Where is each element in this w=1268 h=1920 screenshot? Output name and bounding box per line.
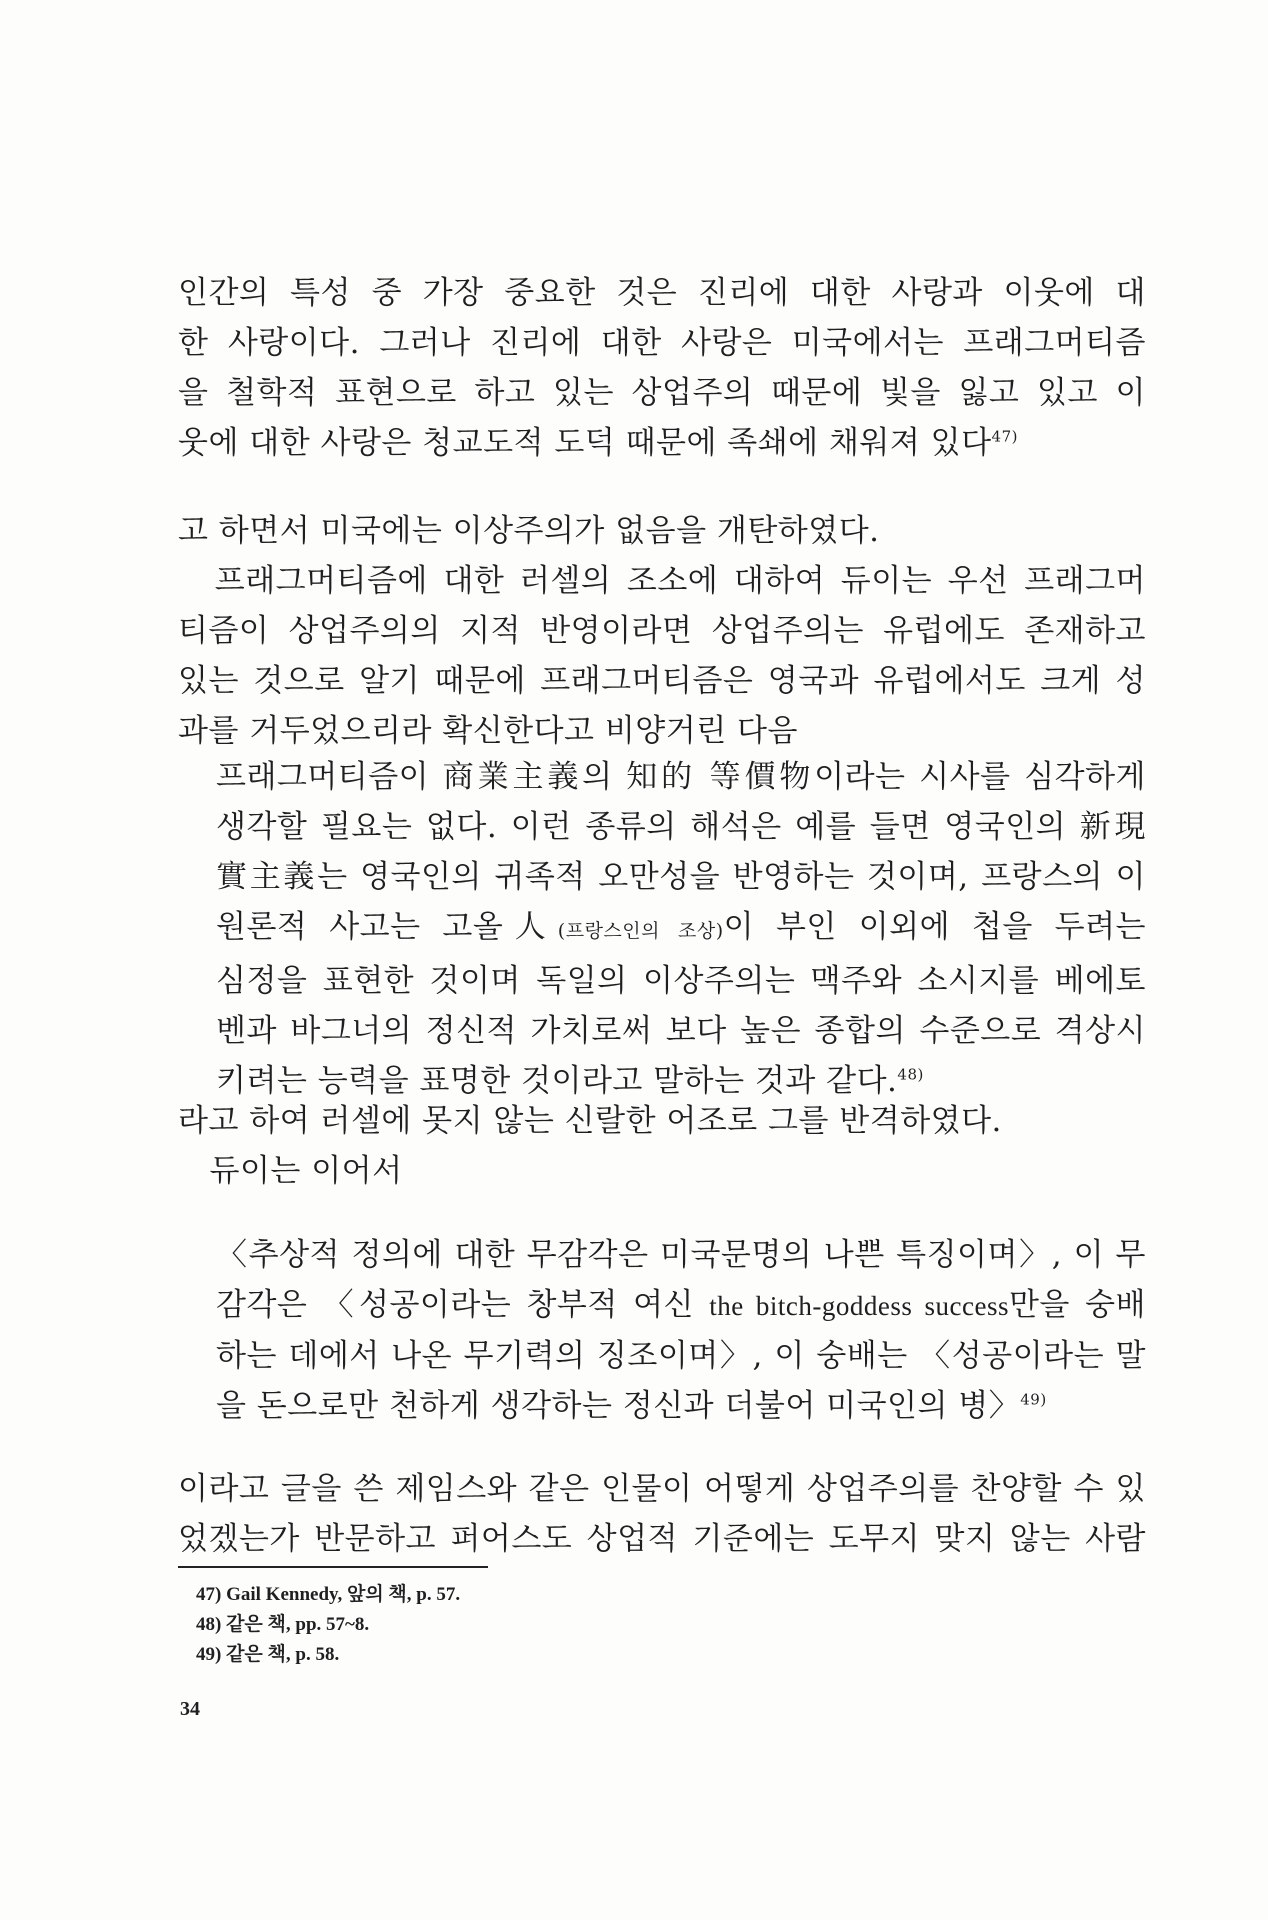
footnote-ref-49: 49) (1020, 1390, 1047, 1409)
text-line: 을 철학적 표현으로 하고 있는 상업주의 때문에 빛을 잃고 있고 이 (178, 375, 1146, 411)
text-line: 티즘이 상업주의의 지적 반영이라면 상업주의는 유럽에도 존재하고 (178, 613, 1146, 649)
footnote-47: 47) Gail Kennedy, 앞의 책, p. 57. (196, 1584, 461, 1605)
text-line: 實主義는 영국인의 귀족적 오만성을 반영하는 것이며, 프랑스의 이 (216, 859, 1146, 895)
body-paragraph-1 (178, 506, 1146, 756)
text-line (178, 418, 1146, 468)
text-line: 과를 거두었으리라 확신한다고 비양거린 다음 (178, 713, 798, 749)
body-paragraph-2 (178, 1096, 1146, 1196)
text-segment: 만을 숭배 (1008, 1287, 1146, 1323)
text-segment: 키려는 능력을 표명한 것이라고 말하는 것과 같다. (216, 1063, 898, 1099)
text-line (216, 1280, 1146, 1331)
text-line: 생각할 필요는 없다. 이런 종류의 해석은 예를 들면 영국인의 新現 (216, 809, 1146, 845)
text-segment-small: (프랑스인의 조상) (557, 920, 724, 942)
text-line: 하는 데에서 나온 무기력의 징조이며〉, 이 숭배는 〈성공이라는 말 (216, 1338, 1146, 1374)
text-line: 프래그머티즘이 商業主義의 知的 等價物이라는 시사를 심각하게 (216, 759, 1146, 795)
text-segment: 을 돈으로만 천하게 생각하는 정신과 더불어 미국인의 병〉 (216, 1388, 1021, 1424)
text-line (216, 1381, 1146, 1431)
footnotes (196, 1580, 460, 1670)
text-segment-latin: the bitch-goddess success (709, 1291, 1009, 1321)
text-line: 한 사랑이다. 그러나 진리에 대한 사랑은 미국에서는 프래그머티즘 (178, 325, 1146, 361)
text-line: 심정을 표현한 것이며 독일의 이상주의는 맥주와 소시지를 베에토 (216, 963, 1146, 999)
block-quote-3 (216, 1230, 1146, 1431)
block-quote-2 (216, 752, 1146, 1106)
text-segment: 감각은 〈성공이라는 창부적 여신 (216, 1287, 710, 1323)
text-line (216, 902, 1146, 956)
text-segment: 웃에 대한 사랑은 청교도적 도덕 때문에 족쇄에 채워져 있다 (178, 425, 992, 461)
text-segment: 이 부인 이외에 첩을 두려는 (723, 909, 1146, 945)
footnote-48: 48) 같은 책, pp. 57~8. (196, 1614, 370, 1635)
footnote-ref-48: 48) (897, 1065, 924, 1084)
footnote-ref-47: 47) (991, 427, 1018, 446)
text-line: 〈추상적 정의에 대한 무감각은 미국문명의 나쁜 특징이며〉, 이 무 (216, 1237, 1146, 1273)
text-line: 었겠는가 반문하고 퍼어스도 상업적 기준에는 도무지 맞지 않는 사람 (178, 1521, 1146, 1557)
page-number: 34 (180, 1698, 200, 1720)
text-segment: 원론적 사고는 고올人 (216, 909, 558, 945)
text-line: 듀이는 이어서 (178, 1153, 403, 1189)
body-paragraph-3 (178, 1464, 1146, 1564)
text-line: 고 하면서 미국에는 이상주의가 없음을 개탄하였다. (178, 513, 880, 549)
text-line: 프래그머티즘에 대한 러셀의 조소에 대하여 듀이는 우선 프래그머 (178, 563, 1146, 599)
text-line: 인간의 특성 중 가장 중요한 것은 진리에 대한 사랑과 이웃에 대 (178, 275, 1146, 311)
block-quote-1 (178, 268, 1146, 468)
text-line: 라고 하여 러셀에 못지 않는 신랄한 어조로 그를 반격하였다. (178, 1103, 1002, 1139)
footnote-divider (178, 1566, 488, 1568)
text-line: 이라고 글을 쓴 제임스와 같은 인물이 어떻게 상업주의를 찬양할 수 있 (178, 1471, 1146, 1507)
text-line: 벤과 바그너의 정신적 가치로써 보다 높은 종합의 수준으로 격상시 (216, 1013, 1146, 1049)
text-line: 있는 것으로 알기 때문에 프래그머티즘은 영국과 유럽에서도 크게 성 (178, 663, 1146, 699)
footnote-49: 49) 같은 책, p. 58. (196, 1644, 340, 1665)
